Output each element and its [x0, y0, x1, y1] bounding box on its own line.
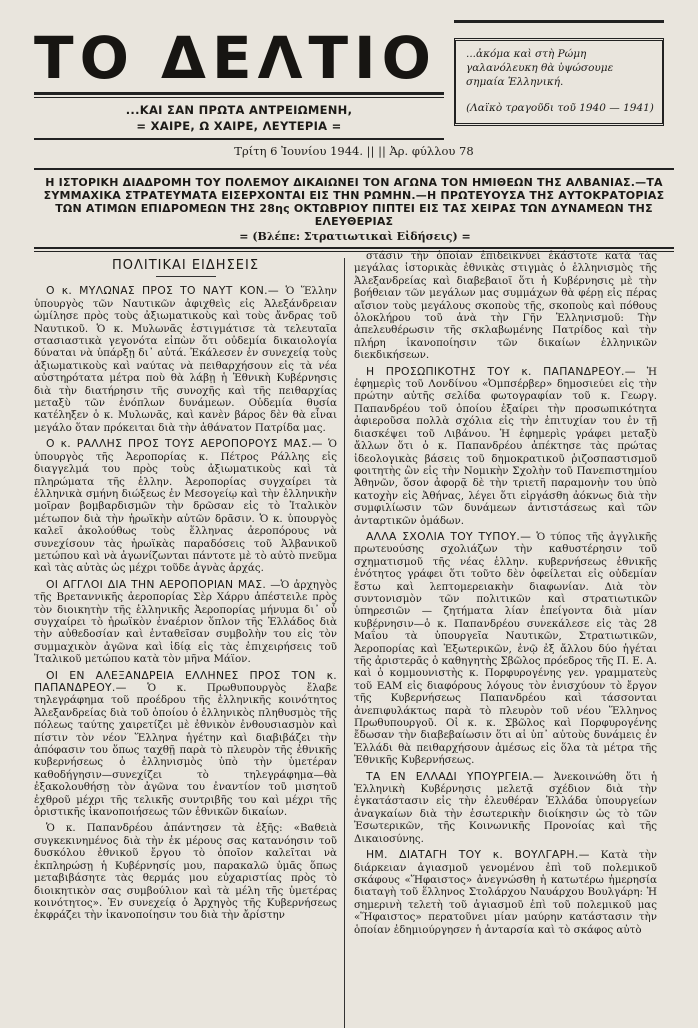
article-heading: Ο κ. ΜΥΛΩΝΑΣ ΠΡΟΣ ΤΟ ΝΑΥΤ ΚΟΝ.— [46, 284, 279, 298]
slogan-rule [34, 138, 444, 140]
article-paragraph [34, 822, 337, 921]
headline-see-also: = (Βλέπε: Στρατιωτικαὶ Εἰδήσεις) = [239, 230, 471, 243]
article-heading: ΟΙ ΑΓΓΛΟΙ ΔΙΑ ΤΗΝ ΑΕΡΟΠΟΡΙΑΝ ΜΑΣ. [46, 577, 267, 591]
title-rule [34, 92, 444, 98]
article-paragraph [354, 366, 657, 527]
article-body: Ὁ τύπος τῆς ἀγγλικῆς πρωτευούσης σχολιάζων τὴν καθυστέρησιν τοῦ σχηματισμοῦ τῆς νέας ἑλλην. κυβερνήσεως ἐθνικῆς ἑνότητος γράφει ὅτι τοῦτο δὲν ὀφείλεται εἰς οὐδεμίαν ἔστω καὶ λεπτομερειακὴν διαφωνίαν. Διὰ τὸν συντονισμὸν τῶν πολιτικῶν καὶ στρατιωτικῶν ὑπηρεσιῶν — ζητήματα λίαν ἐπείγοντα διὰ μίαν κυβέρνησιν—ὁ κ. Παπανδρέου συνεκάλεσε εἰς τὰς 28 Μαΐου τὰ ὑπουργεῖα Ναυτικῶν, Στρατιωτικῶν, Ἀεροπορίας καὶ Ἐξωτερικῶν, ἐνῷ ἐξ ἄλλου δύο ἡγέται τῆς ἀριστερᾶς ὁ καθηγητὴς Σβῶλος πρόεδρος τῆς Π. Ε. Α. καὶ ὁ κομμουνιστὴς κ. Πορφυρογένης γεν. γραμματεὺς τοῦ ΕΑΜ εἰς διαφόρους λόγους τὸν ἐνισχύουν τὸ ἔργον τῆς Κυβερνήσεως Παπανδρέου καὶ τάσσονται ἀνεπιφυλάκτως παρὰ τὸ πλευρὸν τοῦ νέου Ἕλληνος Πρωθυπουργοῦ. Οἱ κ. κ. Σβῶλος καὶ Πορφυρογένης ἔδωσαν τὴν διαβεβαίωσιν ὅτι αἱ ὑπ᾽ αὐτοὺς δυνάμεις ἐν Ἑλλάδι θὰ πειθαρχήσουν ἀμέσως εἰς ὅλα τὰ μέτρα τῆς Ἐθνικῆς Κυβερνήσεως. [354, 530, 657, 767]
article-heading: Ο κ. ΡΑΛΛΗΣ ΠΡΟΣ ΤΟΥΣ ΑΕΡΟΠΟΡΟΥΣ ΜΑΣ.— [46, 437, 323, 451]
slogan-line-2: = ΧΑΙΡΕ, Ω ΧΑΙΡΕ, ΛΕΥΤΕΡΙΑ = [136, 119, 342, 133]
article-heading: ΤΑ ΕΝ ΕΛΛΑΔΙ ΥΠΟΥΡΓΕΙΑ.— [366, 769, 545, 783]
article-paragraph [34, 579, 337, 666]
article-paragraph [354, 849, 657, 936]
headline-banner: Η ΙΣΤΟΡΙΚΗ ΔΙΑΔΡΟΜΗ ΤΟΥ ΠΟΛΕΜΟΥ ΔΙΚΑΙΩΝΕΙ ΤΟΝ ΑΓΩΝΑ ΤΟΝ ΗΜΙΘΕΩΝ ΤΗΣ ΑΛΒΑΝΙΑΣ.—ΤΑ ΣΥΜΜΑΧΙΚΑ ΣΤΡΑΤΕΥΜΑΤΑ ΕΙΣΕΡΧΟΝΤΑΙ ΕΙΣ ΤΗΝ ΡΩΜΗΝ.—Η ΠΡΩΤΕΥΟΥΣΑ ΤΗΣ ΑΥΤΟΚΡΑΤΟΡΙΑΣ ΤΩΝ ΑΤΙΜΩΝ ΕΠΙΔΡΟΜΕΩΝ ΤΗΣ 28ης ΟΚΤΩΒΡΙΟΥ ΠΙΠΤΕΙ ΕΙΣ ΤΑΣ ΧΕΙΡΑΣ ΤΩΝ ΔΥΝΑΜΕΩΝ ΤΗΣ ΕΛΕΥΘΕΡΙΑΣ [34, 168, 674, 228]
article-paragraph [34, 438, 337, 574]
section-heading: ΠΟΛΙΤΙΚΑΙ ΕΙΔΗΣΕΙΣ [34, 260, 337, 277]
article-body: Ὁ Ἕλλην ὑπουργὸς τῶν Ναυτικῶν ἀφιχθεὶς εἰς Ἀλεξάνδρειαν ὡμίλησε πρὸς τοὺς ἀξιωματικοὺς καὶ τοὺς ἄνδρας τοῦ Ναυτικοῦ. Ὁ κ. Μυλωνᾶς ἐστιγμάτισε τὰ τελευταῖα στασιαστικὰ γεγονότα εἰπὼν ὅτι οὐδεμία δικαιολογία δύναται νὰ ὑπάρξῃ δι᾽ αὐτά. Ἐκάλεσεν ἐν συνεχείᾳ τοὺς ἀξιωματικοὺς καὶ ναύτας νὰ πειθαρχήσουν εἰς τὰ νέα αὐστηρότατα μέτρα ποὺ θὰ λάβῃ ἡ Ἐθνικὴ Κυβέρνησις διὰ τὴν διατήρησιν τῆς συνοχῆς καὶ τῆς πειθαρχίας μεταξὺ τῶν ἐνόπλων δυνάμεων. Οὐδεμία θυσία κατέληξεν ὁ κ. Μυλωνᾶς, καὶ κανὲν βάρος δὲν θὰ εἶναι μεγάλο ὅταν πρόκειται διὰ τὴν ἀθάνατον Πατρίδα μας. [34, 285, 337, 434]
article-body: Κατὰ τὴν διάρκειαν ἀγιασμοῦ γενομένου ἐπὶ τοῦ πολεμικοῦ σκάφους «Ἥφαιστος» ἀνεγνώσθη ἡ κατωτέρω ἡμερησία διαταγὴ τοῦ ἕλληνος Στολάρχου Ναυάρχου Βουλγάρη: Ἡ σημερινὴ τελετὴ τοῦ ἀγιασμοῦ ἐπὶ τοῦ πολεμικοῦ μας «Ἥφαιστος» περατοῦνει μίαν μαύρην κατάστασιν τὴν ὁποίαν ἐδημιούργησεν ἡ ἀνταρσία καὶ τὸ σκάφος αὐτὸ [354, 849, 658, 936]
article-body: στάσιν τὴν ὁποίαν ἐπιδεικνύει ἑκάστοτε κατὰ τὰς μεγάλας ἱστορικὰς ἐθνικὰς στιγμὰς ὁ ἑλληνισμὸς τῆς Ἀλεξανδρείας καὶ διαβεβαιοῖ ὅτι ἡ Κυβέρνησις μὲ τὴν βοήθειαν τῶν μεγάλων μας συμμάχων θὰ φέρῃ εἰς πέρας αἴσιον τοὺς μεγάλους σκοποὺς τῆς, σκοποὺς καὶ πόθους ὁλοκλήρου τοῦ ἀνὰ τὴν Γῆν Ἑλληνισμοῦ: Τὴν ἀπελευθέρωσιν τῆς σκλαβωμένης Πατρίδος καὶ τὴν πλήρη ἱκανοποίησιν τῶν δικαίων ἑλληνικῶν διεκδικήσεων. [354, 250, 657, 362]
article-columns [34, 250, 680, 1028]
masthead-left [34, 10, 444, 140]
article-paragraph [354, 531, 657, 767]
article-body: Ὁ κ. Πρωθυπουργὸς ἔλαβε τηλεγράφημα τοῦ προέδρου τῆς ἑλληνικῆς κοινότητος Ἀλεξανδρείας διὰ τοῦ ὁποίου ὁ ἑλληνικὸς πληθυσμὸς τῆς πόλεως ταύτης χαιρετίζει μὲ ἐθνικὸν ἐνθουσιασμὸν καὶ πίστιν τὸν νέον Ἕλληνα ἡγέτην καὶ διαβιβάζει τὴν ἀπόφασιν του ὅπως ταχθῇ παρὰ τὸ πλευρὸν τῆς ἐθνικῆς κυβερνήσεως ὁ ἑλληνισμὸς ὑπὸ τὴν ὑμετέραν καθοδήγησιν—συνεχίζει τὸ τηλεγράφημα—θὰ ἐξακολουθήσῃ τὸν ἀγῶνα του ἐναντίον τοῦ μισητοῦ ἐχθροῦ μέχρι τῆς τελικῆς συντριβῆς του καὶ μέχρι τῆς ὁριστικῆς ἱκανοποιήσεως τῶν ἐθνικῶν δικαίων. [34, 682, 337, 819]
column-divider [344, 258, 345, 1028]
slogan-line-1: ...ΚΑΙ ΣΑΝ ΠΡΩΤΑ ΑΝΤΡΕΙΩΜΕΝΗ, [125, 103, 353, 117]
article-body: Ὁ κ. Παπανδρέου ἀπάντησεν τὰ ἑξῆς: «Βαθειὰ συγκεκινημένος διὰ τὴν ἐκ μέρους σας κατανόησιν τοῦ δυσκόλου ἐθνικοῦ ἔργου τὸ ὁποῖον καλεῖται νὰ ἐκπληρώσῃ ἡ Κυβέρνησίς μου, παρακαλῶ ὑμᾶς ὅπως μεταβιβάσητε τὰς θερμάς μου εὐχαριστίας πρὸς τὸ διοικητικὸν σας συμβούλιον καὶ τὰ μέλη τῆς ὑμετέρας κοινότητος». Ἐν συνεχείᾳ ὁ Ἀρχηγὸς τῆς Κυβερνήσεως ἐκφράζει τὴν ἱκανοποίησιν του διὰ τὴν ἄρίστην [34, 822, 337, 922]
masthead [34, 10, 676, 168]
article-body: —Ὁ ἀρχηγὸς τῆς Βρεταννικῆς ἀεροπορίας Σὲρ Χάρρυ ἀπέστειλε πρὸς τὸν διοικητὴν τῆς ἑλληνικῆς Ἀεροπορίας μήνυμα δι᾽ οὗ συγχαίρει τὸ ἡρωϊκὸν ἐναέριον ὅπλον τῆς Ἑλλάδος διὰ τὴν αὐθεδοσίαν καὶ ἐνταθεῖσαν συμβολὴν του εἰς τὸν συμμαχικὸν ἀγῶνα καὶ ἰδίᾳ εἰς τὰς ἐπιχειρήσεις τοῦ Ἰταλικοῦ μετώπου κατὰ τὸν μῆνα Μάϊον. [34, 578, 337, 666]
article-body: Ὁ ὑπουργὸς τῆς Ἀεροπορίας κ. Πέτρος Ράλλης εἰς διαγγελμά του πρὸς τοὺς ἀξιωματικοὺς καὶ τὰ πληρώματα τῆς ἑλλην. Ἀεροπορίας συγχαίρει τὰ ἑλληνικὰ σμήνη διώξεως ἐν Μεσογείῳ καὶ τὴν ἑλληνικὴν μοῖραν βομβαρδισμῶν τὴν δρῶσαν εἰς τὸ Ἰταλικὸν μέτωπον διὰ τὴν ἡρωϊκὴν αὐτῶν δρᾶσιν. Ὁ κ. ὑπουργὸς καλεῖ ἀκολούθως τοὺς ἕλληνας ἀεροπόρους νὰ συνεχίσουν τὰς ἡρωϊκὰς παραδόσεις τοῦ Ἀλβανικοῦ μετώπου καὶ νὰ ἀγωνίζωνται πάντοτε μὲ τὸ αὐτὸ πνεῦμα καὶ τὰς αὐτὰς ὡς μέχρι τοῦδε ἀγνὰς ἀρχάς. [34, 438, 337, 575]
quote-reference: (Λαϊκὸ τραγοῦδι τοῦ 1940 — 1941) [466, 102, 654, 114]
article-paragraph [34, 670, 337, 819]
article-heading: ΑΛΛΑ ΣΧΟΛΙΑ ΤΟΥ ΤΥΠΟΥ.— [366, 529, 532, 543]
quote-box [454, 38, 664, 126]
article-paragraph [354, 250, 657, 362]
article-paragraph [34, 285, 337, 434]
article-body: Ἀνεκοινώθη ὅτι ἡ Ἑλληνικὴ Κυβέρνησις μελετᾷ σχέδιον διὰ τὴν ἐγκατάστασιν εἰς τὴν ἐλευθέραν Ἑλλάδα ὑπουργείων ἀναγκαίων διὰ τὴν ἐσωτερικὴν διοίκησιν ὡς τὸ τῶν Ἐσωτερικῶν, τῆς Κοινωνικῆς Προνοίας καὶ τῆς Δικαιοσύνης. [354, 770, 657, 845]
article-heading: ΗΜ. ΔΙΑΤΑΓΗ ΤΟΥ κ. ΒΟΥΛΓΑΡΗ.— [366, 848, 590, 862]
article-body: Ἡ ἐφημερὶς τοῦ Λονδίνου «Ὀμπσέρβερ» δημοσιεύει εἰς τὴν πρώτην αὐτῆς σελίδα φωτογραφίαν τοῦ κ. Γεωργ. Παπανδρέου τοῦ ὁποίου ἐξαίρει τὴν προσωπικότητα ἀφιεροῦσα πολλὰ σχόλια εἰς τὴν ἐπιτυχίαν του ἐν τῇ διασκέψει τοῦ Λιβάνου. Ἡ ἐφημερὶς γράφει μεταξὺ ἄλλων ὅτι ὁ κ. Παπανδρέου ἀπέκτησε τὰς πρώτας ἰδεολογικὰς βάσεις τοῦ δημοκρατικοῦ ῥιζοσπαστισμοῦ φοιτητὴς ὢν εἰς τὴν Νομικὴν Σχολὴν τοῦ Πανεπιστημίου Ἀθηνῶν, ὅσον ἀφορᾷ δὲ τὴν τριετῆ παραμονὴν του ὑπὸ κατοχὴν εἰς Ἀθήνας, λέγει ὅτι εἰργάσθη ἀόκνως διὰ τὴν συμφιλίωσιν τῶν δυνάμεων ἀντιστάσεως καὶ τῶν ἀνταρτικῶν ὁμάδων. [354, 365, 657, 527]
box-top-rule [454, 20, 664, 33]
quote-text: ...ἀκόμα καὶ στὴ Ρώμη γαλανόλευκη θὰ ὑψώσουμε σημαία Ἑλληνική. [466, 48, 614, 88]
newspaper-title: ΤΟ ΔΕΛΤΙΟ [34, 24, 437, 92]
article-heading: ΟΙ ΕΝ ΑΛΕΞΑΝΔΡΕΙΑ ΕΛΛΗΝΕΣ ΠΡΟΣ ΤΟΝ κ. ΠΑΠΑΝΔΡΕΟΥ.— [34, 668, 337, 694]
article-heading: Η ΠΡΟΣΩΠΙΚΟΤΗΣ ΤΟΥ κ. ΠΑΠΑΝΔΡΕΟΥ.— [366, 364, 636, 378]
left-column [34, 258, 337, 926]
article-paragraph [354, 771, 657, 845]
right-column [354, 250, 657, 940]
issue-line: Τρίτη 6 Ἰουνίου 1944. || || Ἀρ. φύλλου 78 [234, 144, 474, 158]
